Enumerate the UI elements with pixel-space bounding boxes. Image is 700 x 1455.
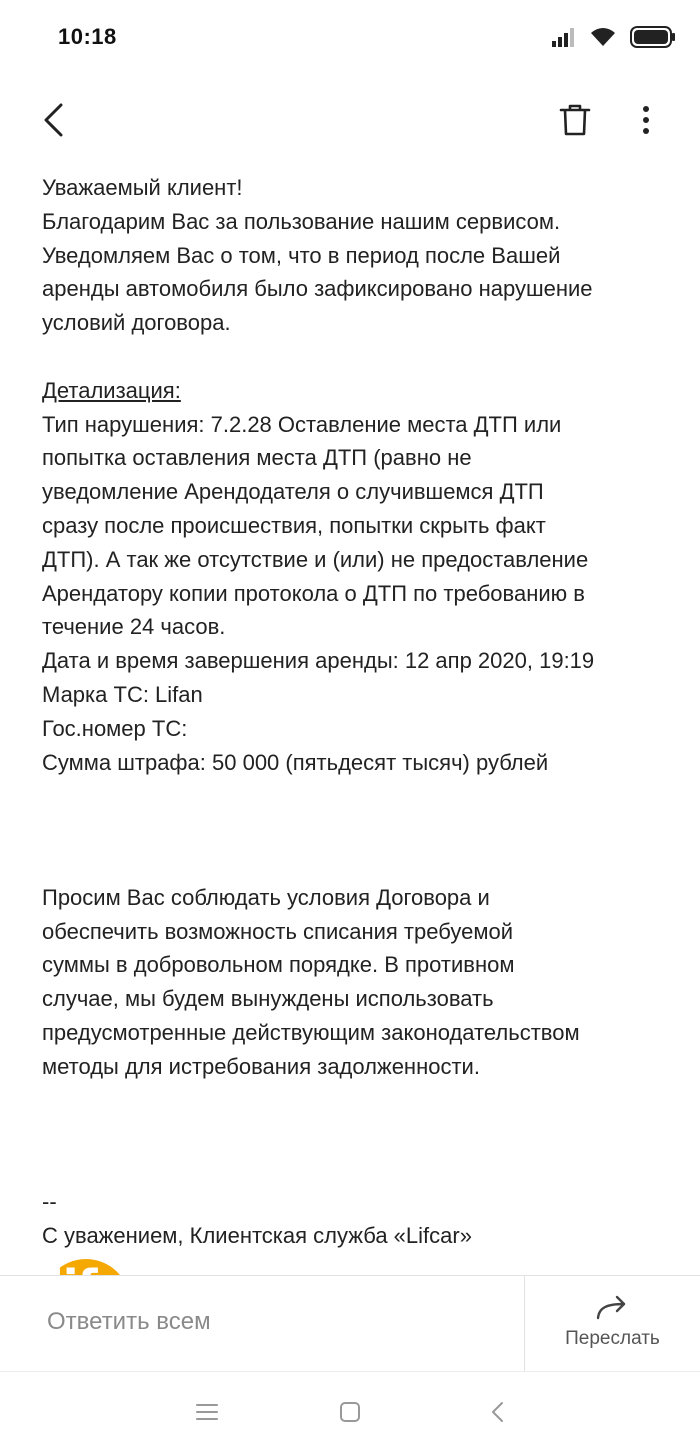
violation-line: сразу после происшествия, попытки скрыть факт <box>42 512 546 538</box>
car-brand: Марка ТС: Lifan <box>42 681 203 707</box>
violation-line: Арендатору копии протокола о ДТП по требованию в <box>42 580 585 606</box>
forward-button[interactable] <box>525 1276 700 1372</box>
email-intro-line: Уведомляем Вас о том, что в период после Вашей <box>42 242 561 268</box>
more-vert-icon <box>642 105 650 140</box>
bottom-actions <box>0 1275 700 1372</box>
back-button[interactable] <box>30 98 78 146</box>
back-arrow-icon <box>42 103 66 142</box>
battery-icon <box>630 26 676 53</box>
violation-line: ДТП). А так же отсутствие и (или) не предоставление <box>42 546 589 572</box>
request-line: методы для истребования задолженности. <box>42 1053 480 1079</box>
signature: С уважением, Клиентская служба «Lifcar» <box>42 1222 472 1248</box>
details-heading: Детализация: <box>42 377 181 403</box>
trash-icon <box>560 104 590 141</box>
reply-all-button[interactable] <box>0 1276 524 1372</box>
reply-all-label: Ответить всем <box>47 1308 211 1335</box>
status-icons <box>552 26 676 52</box>
email-intro-line: условий договора. <box>42 310 231 336</box>
request-line: суммы в добровольном порядке. В противном <box>42 952 515 978</box>
request-line: Просим Вас соблюдать условия Договора и <box>42 884 490 910</box>
request-line: случае, мы будем вынуждены использовать <box>42 986 494 1012</box>
rental-end-datetime: Дата и время завершения аренды: 12 апр 2020, 19:19 <box>42 648 595 674</box>
forward-arrow-icon <box>596 1296 628 1320</box>
status-bar <box>0 0 700 76</box>
status-time: 10:18 <box>58 24 117 49</box>
request-line: предусмотренные действующим законодательством <box>42 1019 580 1045</box>
email-body <box>42 171 672 1275</box>
wifi-icon <box>590 27 616 52</box>
signal-icon <box>552 27 576 52</box>
violation-line: течение 24 часов. <box>42 614 226 640</box>
home-square-icon <box>339 1401 361 1428</box>
plate-number: Гос.номер ТС: <box>42 715 188 741</box>
email-greeting: Уважаемый клиент! <box>42 175 243 200</box>
violation-line: Тип нарушения: 7.2.28 Оставление места ДТП или <box>42 411 562 437</box>
nav-menu-button[interactable] <box>187 1394 227 1434</box>
more-options-button[interactable] <box>622 98 670 146</box>
fine-amount: Сумма штрафа: 50 000 (пятьдесят тысяч) рублей <box>42 749 549 775</box>
request-line: обеспечить возможность списания требуемой <box>42 918 513 944</box>
violation-line: уведомление Арендодателя о случившемся ДТП <box>42 479 544 505</box>
nav-back-icon <box>490 1401 504 1428</box>
delete-button[interactable] <box>551 98 599 146</box>
app-bar <box>0 76 700 168</box>
nav-home-button[interactable] <box>330 1394 370 1434</box>
signature-separator: -- <box>42 1188 57 1214</box>
system-nav-bar <box>0 1371 700 1455</box>
nav-back-button[interactable] <box>477 1394 517 1434</box>
menu-icon <box>196 1403 218 1426</box>
violation-line: попытка оставления места ДТП (равно не <box>42 445 472 471</box>
forward-label: Переслать <box>565 1328 660 1349</box>
email-intro-line: аренды автомобиля было зафиксировано нарушение <box>42 276 593 302</box>
email-intro-line: Благодарим Вас за пользование нашим сервисом. <box>42 208 561 234</box>
